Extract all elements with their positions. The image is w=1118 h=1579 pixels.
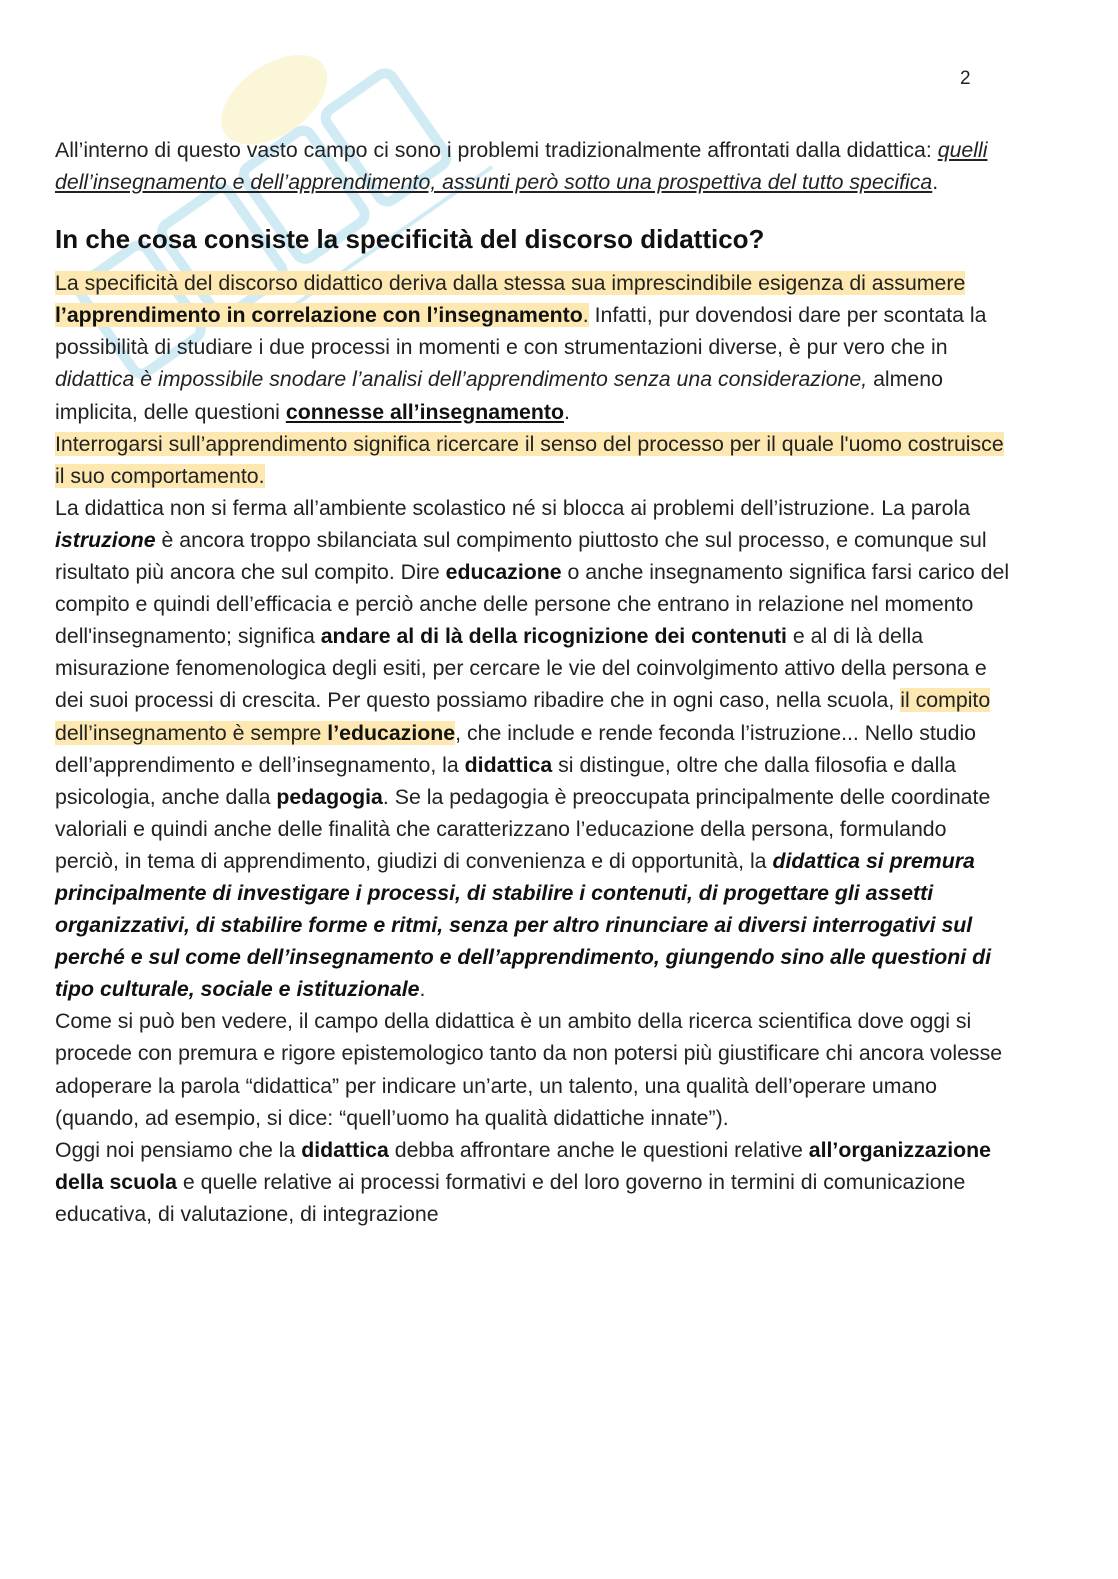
page-number: 2 <box>960 68 971 89</box>
intro-paragraph <box>55 134 1015 198</box>
bold-text: educazione <box>445 560 562 585</box>
text-run: . <box>932 170 939 195</box>
italic-text: didattica è impossibile snodare l’analisi dell’apprendimento senza una considerazione, <box>55 367 868 392</box>
text-run: La didattica non si ferma all’ambiente scolastico né si blocca ai problemi dell’istruzione. La parola <box>55 495 971 520</box>
highlighted-text: . <box>582 303 589 328</box>
bold-text: didattica <box>301 1137 389 1162</box>
paragraph-scientific-field <box>55 1005 1015 1133</box>
text-run: Oggi noi pensiamo che la <box>55 1137 302 1162</box>
bold-underlined-text: connesse all’insegnamento <box>285 399 564 424</box>
text-run: debba affrontare anche le questioni relative <box>388 1137 809 1162</box>
underlined-italic-text: quelli dell’insegnamento e dell’apprendimento, assunti però sotto una prospettiva del tutto specifica <box>55 138 988 195</box>
bold-italic-text: istruzione <box>55 527 156 552</box>
bold-italic-text: didattica si premura principalmente di investigare i processi, di stabilire i contenuti, di progettare gli assetti organizzativi, di stabilire forme e ritmi, senza per altro rinunciare ai diversi interrogativi sul perché e sul come dell’insegnamento e dell’apprendimento, giungendo sino alle questioni di tipo culturale, sociale e istituzionale <box>55 848 992 1002</box>
section-heading: In che cosa consiste la specificità del discorso didattico? <box>55 224 765 255</box>
bold-text: pedagogia <box>276 784 383 809</box>
highlighted-bold-text: l’apprendimento in correlazione con l’insegnamento <box>55 303 583 328</box>
text-run: . <box>419 977 426 1002</box>
bold-text: didattica <box>464 752 553 777</box>
highlighted-text: La specificità del discorso didattico deriva dalla stessa sua imprescindibile esigenza di assumere <box>55 271 966 296</box>
bold-text: all’organizzazione della scuola <box>55 1137 991 1194</box>
text-run: Infatti, pur dovendosi dare per scontata la possibilità di studiare i due processi in momenti e con strumentazioni diverse, è pur vero che in <box>55 303 987 360</box>
text-run: almeno implicita, delle questioni <box>55 367 943 424</box>
paragraph-learning <box>55 428 1015 492</box>
highlighted-bold-text: l’educazione <box>327 720 456 745</box>
text-run: o anche insegnamento significa farsi carico del compito e quindi dell’efficacia e perciò anche delle persone che entrano in relazione nel momento dell'insegnamento; significa <box>55 560 1010 649</box>
highlighted-text: Interrogarsi sull’apprendimento significa ricercare il senso del processo per il quale l'uomo costruisce il suo comportamento. <box>55 431 1004 488</box>
text-run: e quelle relative ai processi formativi e del loro governo in termini di comunicazione educativa, di valutazione, di integrazione <box>55 1169 966 1226</box>
paragraph-didactics <box>55 492 1015 1006</box>
text-run: è ancora troppo sbilanciata sul compimento piuttosto che sul processo, e comunque sul risultato più ancora che sul compito. Dire <box>55 527 987 585</box>
text-run: e al di là della misurazione fenomenologica degli esiti, per cercare le vie del coinvolgimento attivo della persona e dei suoi processi di crescita. Per questo possiamo ribadire che in ogni caso, nella scuola, <box>55 624 987 713</box>
text-run: . Se la pedagogia è preoccupata principalmente delle coordinate valoriali e quindi anche delle finalità che caratterizzano l’educazione della persona, formulando perciò, in tema di apprendimento, giudizi di convenienza e di opportunità, la <box>55 784 991 873</box>
paragraph-today <box>55 1134 1015 1230</box>
text-run: All’interno di questo vasto campo ci sono i problemi tradizionalmente affrontati dalla didattica: <box>55 138 938 162</box>
text-run: . <box>563 399 570 424</box>
bold-text: andare al di là della ricognizione dei contenuti <box>320 624 787 649</box>
text-run: si distingue, oltre che dalla filosofia e dalla psicologia, anche dalla <box>55 752 956 809</box>
paragraph-specificity <box>55 267 1015 427</box>
highlighted-text: il compito dell’insegnamento è sempre <box>55 688 991 745</box>
document-body <box>55 134 1015 1230</box>
text-run: Come si può ben vedere, il campo della didattica è un ambito della ricerca scientifica dove oggi si procede con premura e rigore epistemologico tanto da non potersi più giustificare chi ancora volesse adoperare la parola “didattica” per indicare un’arte, un talento, una qualità dell’operare umano (quando, ad esempio, si dice: “quell’uomo ha qualità didattiche innate”). <box>55 1009 1003 1130</box>
text-run: , che include e rende feconda l’istruzione... Nello studio dell’apprendimento e dell’insegnamento, la <box>55 720 977 777</box>
